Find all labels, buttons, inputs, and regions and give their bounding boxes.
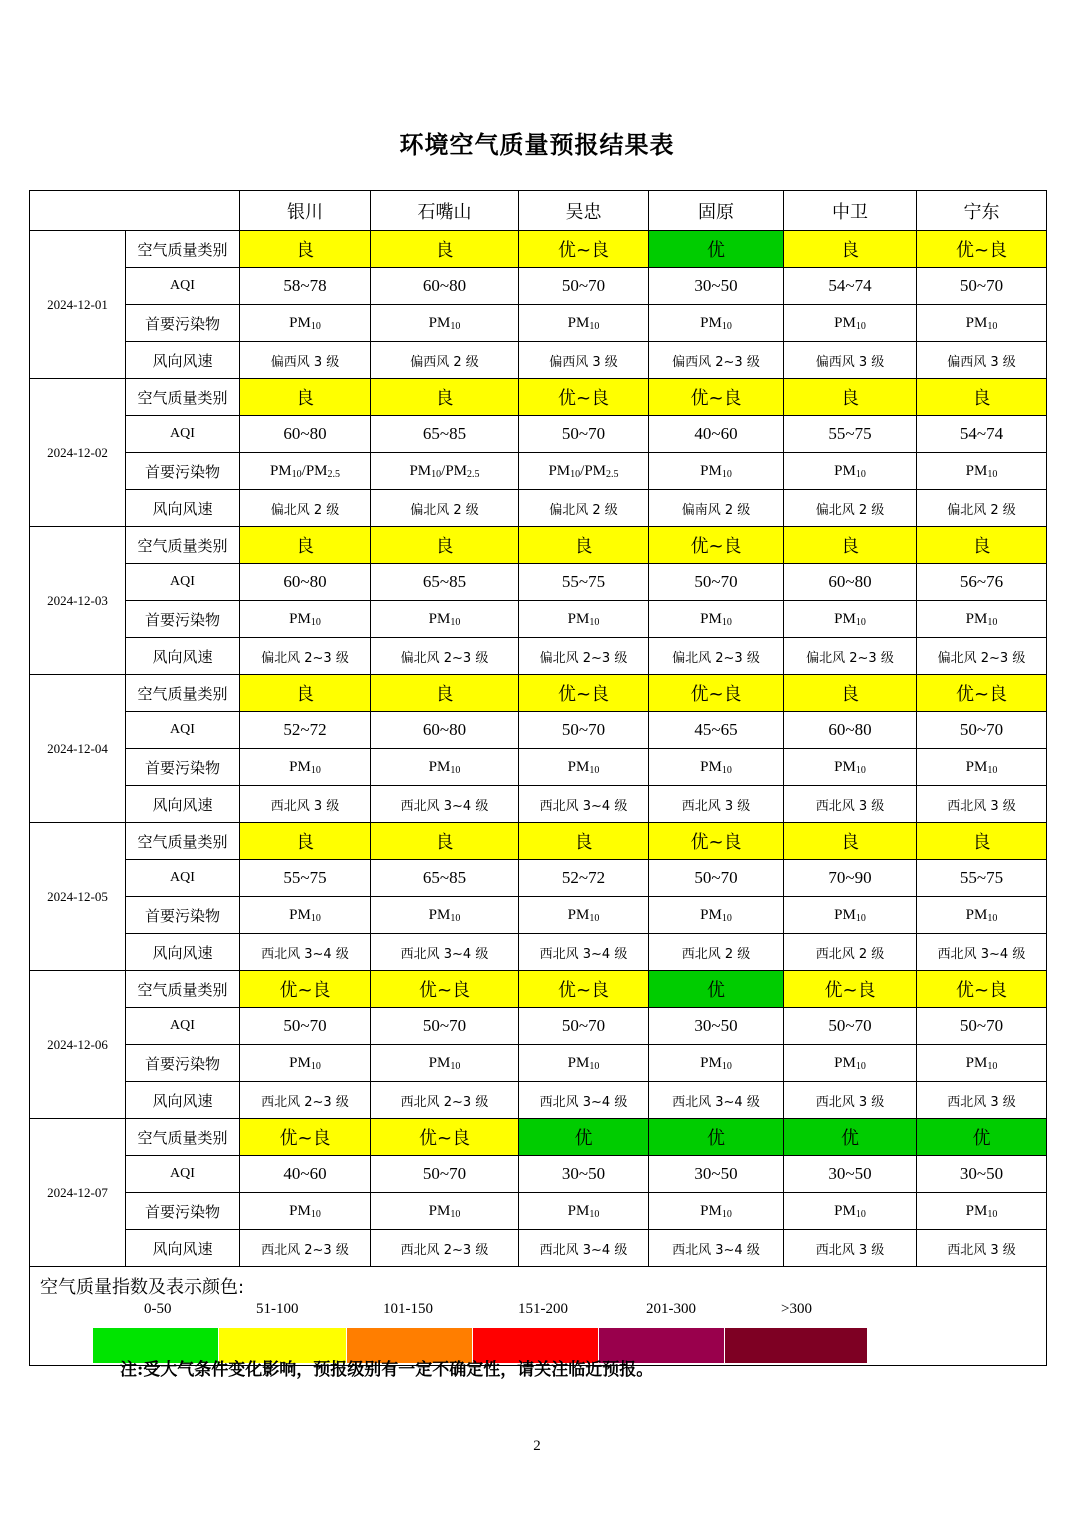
city-header: 宁东 [917, 191, 1047, 231]
wind-info: 偏西风 2~3 级 [649, 342, 784, 379]
city-header: 银川 [240, 191, 371, 231]
air-quality-category: 良 [917, 823, 1047, 860]
page-title: 环境空气质量预报结果表 [399, 130, 675, 159]
primary-pollutant: $PM_{10}$ [371, 749, 519, 786]
air-quality-category: 良 [784, 527, 917, 564]
forecast-body [30, 231, 1047, 1267]
primary-pollutant: $PM_{10}$ [649, 305, 784, 342]
aqi-value: 52~72 [519, 860, 649, 897]
row-label: 风向风速 [126, 638, 240, 675]
air-quality-category: 优 [649, 231, 784, 268]
primary-pollutant: $PM_{10}$ [649, 897, 784, 934]
air-quality-category: 良 [240, 823, 371, 860]
wind-info: 西北风 3~4 级 [649, 1230, 784, 1267]
row-label: 空气质量类别 [126, 823, 240, 860]
wind-info: 西北风 3~4 级 [649, 1082, 784, 1119]
wind-info: 西北风 3~4 级 [371, 786, 519, 823]
wind-info: 偏南风 2 级 [649, 490, 784, 527]
wind-row [30, 490, 1047, 527]
primary-pollutant: $PM_{10}$ [240, 1045, 371, 1082]
aqi-value: 58~78 [240, 268, 371, 305]
primary-pollutant: $PM_{10}$ [240, 897, 371, 934]
wind-info: 西北风 2 级 [649, 934, 784, 971]
wind-info: 西北风 3 级 [917, 1082, 1047, 1119]
air-quality-category: 优~良 [917, 231, 1047, 268]
wind-info: 西北风 2~3 级 [371, 1230, 519, 1267]
wind-info: 西北风 3~4 级 [519, 786, 649, 823]
aqi-value: 56~76 [917, 564, 1047, 601]
wind-info: 西北风 3~4 级 [240, 934, 371, 971]
primary-pollutant: $PM_{10}$ [784, 305, 917, 342]
aqi-value: 40~60 [240, 1156, 371, 1193]
aqi-value: 60~80 [240, 416, 371, 453]
legend-range-label: 151-200 [518, 1301, 568, 1317]
row-label: 首要污染物 [126, 305, 240, 342]
aqi-row [30, 712, 1047, 749]
row-label: 首要污染物 [126, 749, 240, 786]
air-quality-category: 优~良 [649, 379, 784, 416]
legend-range-label: 101-150 [383, 1301, 433, 1317]
row-label: 首要污染物 [126, 897, 240, 934]
wind-info: 偏北风 2 级 [784, 490, 917, 527]
aqi-value: 50~70 [917, 1008, 1047, 1045]
row-label: 空气质量类别 [126, 675, 240, 712]
wind-info: 偏北风 2 级 [519, 490, 649, 527]
city-header: 中卫 [784, 191, 917, 231]
row-label: 风向风速 [126, 1082, 240, 1119]
primary-pollutant: $PM_{10}$ [649, 601, 784, 638]
primary-pollutant: $PM_{10}$ [784, 897, 917, 934]
wind-info: 偏北风 2~3 级 [519, 638, 649, 675]
air-quality-category: 优~良 [784, 971, 917, 1008]
wind-info: 偏西风 2 级 [371, 342, 519, 379]
aqi-row [30, 1156, 1047, 1193]
primary-pollutant: $PM_{10}$ [371, 1193, 519, 1230]
pollutant-row [30, 305, 1047, 342]
city-header: 石嘴山 [371, 191, 519, 231]
row-label: AQI [126, 712, 240, 749]
aqi-value: 50~70 [240, 1008, 371, 1045]
aqi-value: 40~60 [649, 416, 784, 453]
primary-pollutant: $PM_{10}$ [784, 453, 917, 490]
row-label: AQI [126, 860, 240, 897]
header-row [30, 191, 1047, 231]
wind-row [30, 1082, 1047, 1119]
row-label: 风向风速 [126, 934, 240, 971]
primary-pollutant: $PM_{10}$ [519, 305, 649, 342]
aqi-row [30, 268, 1047, 305]
wind-info: 偏北风 2 级 [917, 490, 1047, 527]
aqi-value: 55~75 [784, 416, 917, 453]
date-cell: 2024-12-03 [30, 527, 126, 675]
row-label: 首要污染物 [126, 453, 240, 490]
wind-info: 西北风 3~4 级 [917, 934, 1047, 971]
aqi-value: 65~85 [371, 860, 519, 897]
row-label: AQI [126, 1008, 240, 1045]
aqi-row [30, 1008, 1047, 1045]
air-quality-category: 良 [917, 379, 1047, 416]
air-quality-category: 良 [371, 527, 519, 564]
header-blank-cell [30, 191, 240, 231]
row-label: AQI [126, 564, 240, 601]
aqi-value: 60~80 [784, 712, 917, 749]
wind-row [30, 638, 1047, 675]
aqi-value: 50~70 [371, 1156, 519, 1193]
row-label: 风向风速 [126, 786, 240, 823]
row-label: 空气质量类别 [126, 527, 240, 564]
air-quality-category: 优~良 [519, 675, 649, 712]
wind-info: 偏北风 2~3 级 [371, 638, 519, 675]
wind-info: 偏北风 2~3 级 [917, 638, 1047, 675]
air-quality-category: 优~良 [371, 971, 519, 1008]
row-label: 风向风速 [126, 1230, 240, 1267]
aqi-value: 60~80 [240, 564, 371, 601]
aqi-value: 50~70 [649, 860, 784, 897]
forecast-note: 注:受大气条件变化影响，预报级别有一定不确定性，请关注临近预报。 [120, 1360, 654, 1380]
wind-info: 偏北风 2~3 级 [784, 638, 917, 675]
wind-row [30, 342, 1047, 379]
date-cell: 2024-12-06 [30, 971, 126, 1119]
air-quality-category: 良 [784, 823, 917, 860]
primary-pollutant: $PM_{10}/PM_{2.5}$ [371, 453, 519, 490]
wind-info: 西北风 3~4 级 [519, 1082, 649, 1119]
wind-info: 西北风 3~4 级 [519, 934, 649, 971]
wind-info: 偏北风 2~3 级 [649, 638, 784, 675]
air-quality-category: 良 [240, 231, 371, 268]
primary-pollutant: $PM_{10}$ [371, 1045, 519, 1082]
category-row [30, 971, 1047, 1008]
aqi-value: 45~65 [649, 712, 784, 749]
row-label: 首要污染物 [126, 1193, 240, 1230]
air-quality-category: 优 [784, 1119, 917, 1156]
row-label: AQI [126, 416, 240, 453]
wind-info: 西北风 2~3 级 [240, 1230, 371, 1267]
category-row [30, 379, 1047, 416]
wind-row [30, 786, 1047, 823]
aqi-value: 50~70 [519, 416, 649, 453]
row-label: 空气质量类别 [126, 379, 240, 416]
primary-pollutant: $PM_{10}$ [519, 749, 649, 786]
wind-info: 西北风 3 级 [240, 786, 371, 823]
primary-pollutant: $PM_{10}$ [917, 1193, 1047, 1230]
primary-pollutant: $PM_{10}$ [784, 749, 917, 786]
primary-pollutant: $PM_{10}$ [917, 749, 1047, 786]
wind-info: 西北风 3 级 [917, 786, 1047, 823]
primary-pollutant: $PM_{10}/PM_{2.5}$ [519, 453, 649, 490]
wind-info: 偏北风 2 级 [240, 490, 371, 527]
primary-pollutant: $PM_{10}$ [519, 1193, 649, 1230]
air-quality-category: 优~良 [519, 231, 649, 268]
city-header: 吴忠 [519, 191, 649, 231]
row-label: 风向风速 [126, 342, 240, 379]
primary-pollutant: $PM_{10}$ [519, 1045, 649, 1082]
aqi-value: 50~70 [784, 1008, 917, 1045]
primary-pollutant: $PM_{10}$ [649, 1045, 784, 1082]
primary-pollutant: $PM_{10}$ [784, 601, 917, 638]
row-label: AQI [126, 1156, 240, 1193]
row-label: 风向风速 [126, 490, 240, 527]
aqi-value: 30~50 [784, 1156, 917, 1193]
aqi-value: 30~50 [519, 1156, 649, 1193]
aqi-value: 30~50 [649, 1156, 784, 1193]
date-cell: 2024-12-07 [30, 1119, 126, 1267]
pollutant-row [30, 897, 1047, 934]
primary-pollutant: $PM_{10}$ [371, 305, 519, 342]
air-quality-category: 良 [240, 379, 371, 416]
air-quality-category: 优 [917, 1119, 1047, 1156]
aqi-value: 50~70 [917, 712, 1047, 749]
air-quality-category: 良 [519, 823, 649, 860]
air-quality-category: 优~良 [240, 1119, 371, 1156]
air-quality-category: 优~良 [371, 1119, 519, 1156]
date-cell: 2024-12-04 [30, 675, 126, 823]
air-quality-category: 良 [371, 823, 519, 860]
air-quality-category: 优~良 [649, 527, 784, 564]
aqi-value: 50~70 [519, 712, 649, 749]
wind-info: 偏北风 2 级 [371, 490, 519, 527]
wind-info: 西北风 2~3 级 [240, 1082, 371, 1119]
air-quality-category: 良 [240, 527, 371, 564]
air-quality-category: 良 [371, 675, 519, 712]
wind-info: 西北风 2~3 级 [371, 1082, 519, 1119]
primary-pollutant: $PM_{10}$ [917, 601, 1047, 638]
primary-pollutant: $PM_{10}$ [649, 453, 784, 490]
air-quality-category: 优~良 [240, 971, 371, 1008]
aqi-value: 60~80 [371, 712, 519, 749]
wind-info: 西北风 3 级 [649, 786, 784, 823]
wind-info: 偏西风 3 级 [519, 342, 649, 379]
legend-title: 空气质量指数及表示颜色: [40, 1277, 245, 1298]
legend-range-label: 0-50 [144, 1301, 172, 1317]
air-quality-category: 优 [649, 1119, 784, 1156]
aqi-value: 60~80 [784, 564, 917, 601]
row-label: 空气质量类别 [126, 971, 240, 1008]
row-label: 空气质量类别 [126, 1119, 240, 1156]
air-quality-category: 优~良 [649, 823, 784, 860]
air-quality-category: 优~良 [649, 675, 784, 712]
primary-pollutant: $PM_{10}$ [240, 1193, 371, 1230]
primary-pollutant: $PM_{10}$ [519, 601, 649, 638]
wind-info: 西北风 3 级 [784, 1230, 917, 1267]
pollutant-row [30, 453, 1047, 490]
row-label: 首要污染物 [126, 1045, 240, 1082]
air-quality-category: 优 [649, 971, 784, 1008]
legend-row [30, 1267, 1047, 1366]
aqi-value: 30~50 [917, 1156, 1047, 1193]
aqi-value: 55~75 [917, 860, 1047, 897]
aqi-value: 50~70 [519, 1008, 649, 1045]
wind-info: 西北风 2 级 [784, 934, 917, 971]
primary-pollutant: $PM_{10}$ [240, 601, 371, 638]
primary-pollutant: $PM_{10}$ [649, 749, 784, 786]
aqi-value: 50~70 [649, 564, 784, 601]
category-row [30, 527, 1047, 564]
pollutant-row [30, 1045, 1047, 1082]
city-header: 固原 [649, 191, 784, 231]
aqi-row [30, 416, 1047, 453]
wind-info: 偏西风 3 级 [917, 342, 1047, 379]
air-quality-category: 良 [371, 379, 519, 416]
aqi-value: 65~85 [371, 564, 519, 601]
air-quality-category: 良 [784, 379, 917, 416]
air-quality-category: 良 [784, 675, 917, 712]
page-number: 2 [533, 1438, 541, 1454]
primary-pollutant: $PM_{10}$ [240, 749, 371, 786]
primary-pollutant: $PM_{10}$ [917, 897, 1047, 934]
aqi-row [30, 564, 1047, 601]
pollutant-row [30, 601, 1047, 638]
date-cell: 2024-12-01 [30, 231, 126, 379]
category-row [30, 823, 1047, 860]
primary-pollutant: $PM_{10}$ [649, 1193, 784, 1230]
primary-pollutant: $PM_{10}$ [371, 897, 519, 934]
date-cell: 2024-12-05 [30, 823, 126, 971]
aqi-value: 30~50 [649, 1008, 784, 1045]
primary-pollutant: $PM_{10}$ [519, 897, 649, 934]
aqi-value: 70~90 [784, 860, 917, 897]
row-label: 空气质量类别 [126, 231, 240, 268]
row-label: AQI [126, 268, 240, 305]
wind-info: 西北风 3 级 [917, 1230, 1047, 1267]
legend-range-label: >300 [781, 1301, 812, 1317]
aqi-value: 55~75 [519, 564, 649, 601]
category-row [30, 675, 1047, 712]
primary-pollutant: $PM_{10}$ [371, 601, 519, 638]
primary-pollutant: $PM_{10}$ [240, 305, 371, 342]
aqi-value: 50~70 [371, 1008, 519, 1045]
pollutant-row [30, 1193, 1047, 1230]
category-row [30, 231, 1047, 268]
primary-pollutant: $PM_{10}$ [917, 1045, 1047, 1082]
air-quality-category: 优~良 [519, 971, 649, 1008]
aqi-value: 30~50 [649, 268, 784, 305]
primary-pollutant: $PM_{10}$ [917, 305, 1047, 342]
aqi-value: 54~74 [917, 416, 1047, 453]
wind-info: 偏西风 3 级 [784, 342, 917, 379]
wind-info: 西北风 3 级 [784, 1082, 917, 1119]
wind-info: 偏西风 3 级 [240, 342, 371, 379]
air-quality-category: 优 [519, 1119, 649, 1156]
date-cell: 2024-12-02 [30, 379, 126, 527]
category-row [30, 1119, 1047, 1156]
pollutant-row [30, 749, 1047, 786]
legend-range-label: 51-100 [256, 1301, 299, 1317]
air-quality-category: 良 [784, 231, 917, 268]
wind-row [30, 934, 1047, 971]
aqi-value: 50~70 [519, 268, 649, 305]
aqi-value: 55~75 [240, 860, 371, 897]
legend-range-label: 201-300 [646, 1301, 696, 1317]
legend-swatch [725, 1328, 867, 1363]
aqi-row [30, 860, 1047, 897]
wind-info: 西北风 3~4 级 [371, 934, 519, 971]
air-quality-category: 优~良 [917, 971, 1047, 1008]
aqi-value: 50~70 [917, 268, 1047, 305]
air-quality-category: 良 [519, 527, 649, 564]
forecast-table [29, 190, 1047, 1366]
aqi-value: 52~72 [240, 712, 371, 749]
primary-pollutant: $PM_{10}$ [784, 1193, 917, 1230]
wind-info: 西北风 3 级 [784, 786, 917, 823]
air-quality-category: 优~良 [519, 379, 649, 416]
aqi-value: 65~85 [371, 416, 519, 453]
air-quality-category: 优~良 [917, 675, 1047, 712]
air-quality-category: 良 [917, 527, 1047, 564]
aqi-value: 60~80 [371, 268, 519, 305]
air-quality-category: 良 [240, 675, 371, 712]
aqi-value: 54~74 [784, 268, 917, 305]
aqi-color-legend [30, 1267, 1047, 1366]
air-quality-category: 良 [371, 231, 519, 268]
row-label: 首要污染物 [126, 601, 240, 638]
primary-pollutant: $PM_{10}$ [784, 1045, 917, 1082]
primary-pollutant: $PM_{10}/PM_{2.5}$ [240, 453, 371, 490]
primary-pollutant: $PM_{10}$ [917, 453, 1047, 490]
wind-info: 偏北风 2~3 级 [240, 638, 371, 675]
wind-row [30, 1230, 1047, 1267]
wind-info: 西北风 3~4 级 [519, 1230, 649, 1267]
